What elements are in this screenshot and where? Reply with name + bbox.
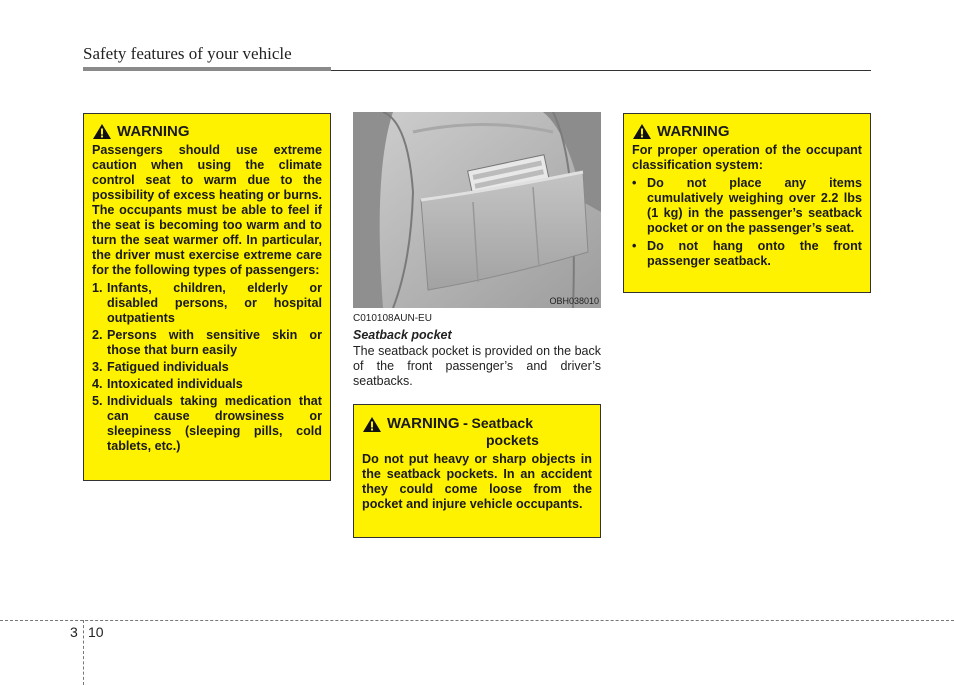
warning-heading (92, 123, 322, 140)
list-text: Intoxicated individuals (107, 377, 243, 391)
warning-title: WARNING (387, 415, 460, 432)
warning-triangle-icon (362, 416, 382, 433)
warning-box-occupant-classification (623, 113, 871, 293)
list-text: Infants, children, elderly or disabled persons, or hospital outpatients (107, 281, 322, 325)
warning-triangle-icon (92, 123, 112, 140)
warning-box-climate-seat (83, 113, 331, 481)
list-number: 1. (92, 281, 103, 295)
list-number: 4. (92, 377, 103, 391)
seatback-illustration (353, 112, 601, 308)
list-text: Do not hang onto the front passenger seatback. (647, 239, 862, 268)
section-number: 3 (70, 624, 78, 640)
seatback-pocket-photo (353, 112, 601, 308)
warning-subtitle: Seatback (471, 415, 533, 431)
warning-title-dash: - (463, 415, 468, 432)
page-header-title: Safety features of your vehicle (83, 44, 292, 63)
list-number: 3. (92, 360, 103, 374)
warning-body: Do not put heavy or sharp objects in the seatback pockets. In an accident they could come loose from the pocket and injure vehicle occupants. (362, 452, 592, 511)
list-item (632, 176, 862, 236)
list-number: 2. (92, 328, 103, 342)
list-item (92, 377, 322, 392)
reference-code: C010108AUN-EU (353, 313, 432, 324)
warning-heading (632, 123, 862, 140)
list-item (92, 328, 322, 358)
figure-caption: Seatback pocket (353, 328, 452, 342)
warning-heading (362, 415, 592, 449)
list-item (92, 394, 322, 454)
warning-intro: Passengers should use extreme caution when using the climate control seat to warm due to the possibility of excess heating or burns. The occupants must be able to feel if the seat is becoming too warm and to turn the seat warmer off. In particular, the driver must exercise extreme care for the following types of passengers: (92, 143, 322, 277)
list-text: Individuals taking medication that can cause drowsiness or sleepiness (sleeping pills, cold tablets, etc.) (107, 394, 322, 453)
warning-intro: For proper operation of the occupant classification system: (632, 143, 862, 172)
footer-dashed-rule (0, 620, 954, 621)
header-rule-thin (331, 70, 871, 71)
warning-subtitle-line2: pockets (486, 432, 539, 448)
list-text: Do not place any items cumulatively weighing over 2.2 lbs (1 kg) in the passenger’s seatback pocket or on the passenger’s seat. (647, 176, 862, 235)
list-text: Persons with sensitive skin or those that burn easily (107, 328, 322, 357)
list-item (92, 281, 322, 326)
footer-dashed-divider (83, 620, 84, 685)
list-text: Fatigued individuals (107, 360, 229, 374)
warning-list (92, 281, 322, 454)
list-number: 5. (92, 394, 103, 408)
image-code: OBH038010 (549, 296, 599, 306)
list-item (92, 360, 322, 375)
warning-box-seatback-pockets (353, 404, 601, 538)
warning-title: WARNING (117, 123, 190, 140)
warning-triangle-icon (632, 123, 652, 140)
list-item (632, 239, 862, 269)
bullet-mark: • (632, 239, 637, 253)
body-paragraph: The seatback pocket is provided on the back of the front passenger’s and driver’s seatbacks. (353, 344, 601, 388)
warning-title: WARNING (657, 123, 730, 140)
bullet-mark: • (632, 176, 637, 190)
page-number: 10 (88, 624, 104, 640)
header-rule-thick (83, 67, 331, 71)
warning-bullet-list (632, 176, 862, 269)
